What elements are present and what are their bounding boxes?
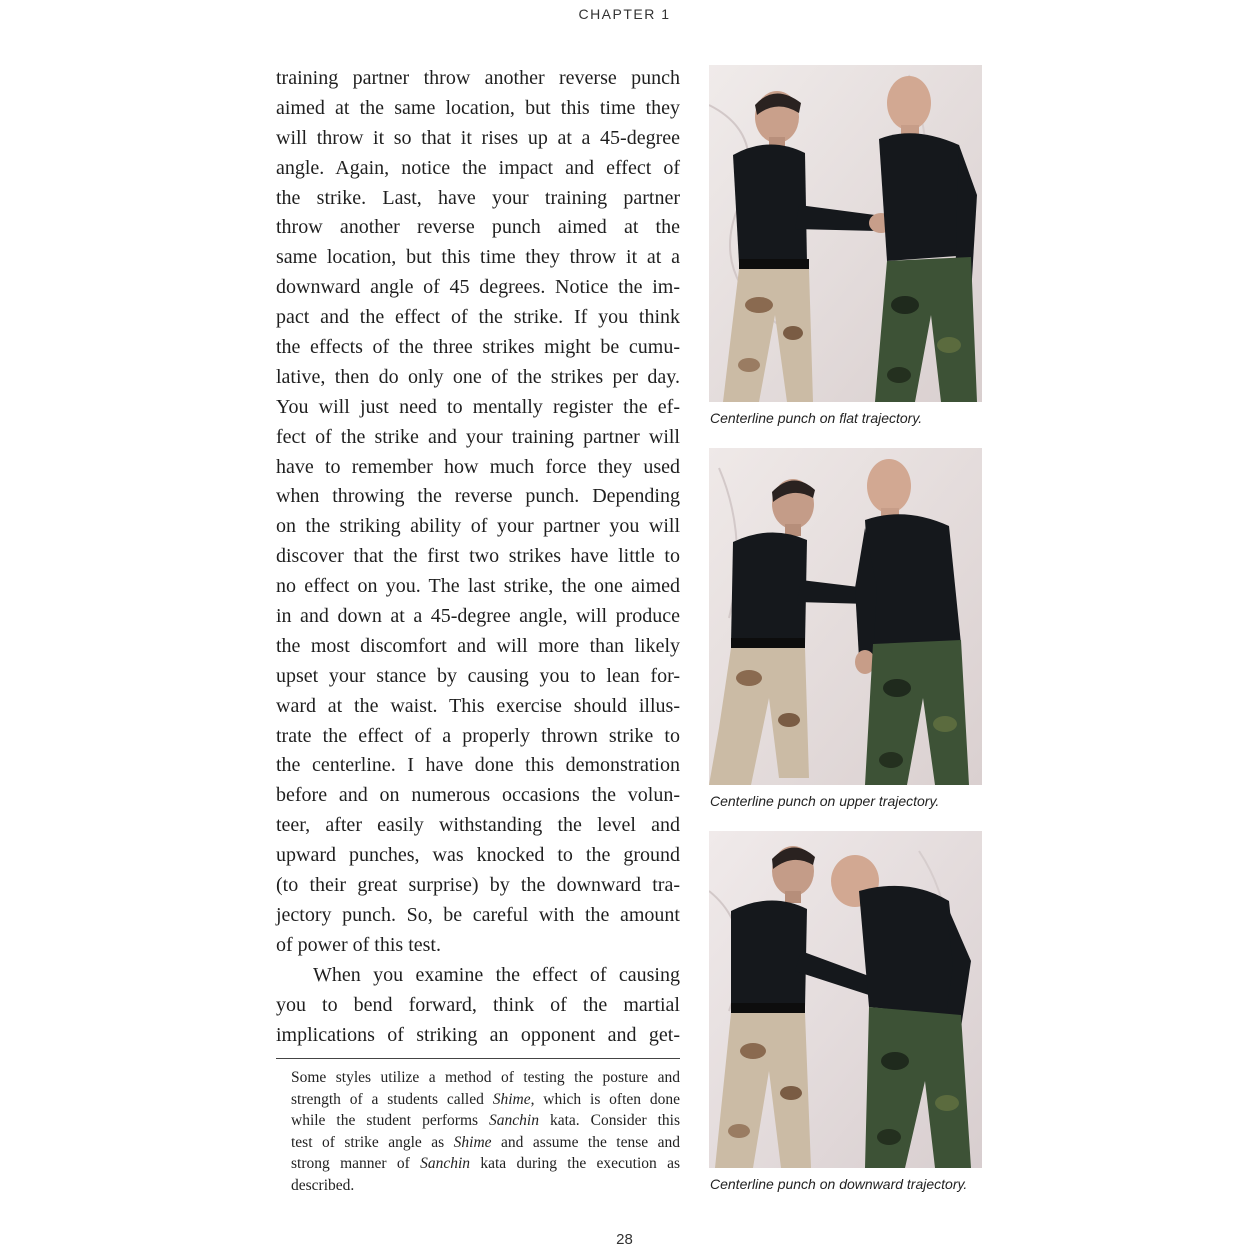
body-line: same location, but this time they throw it at a [276, 246, 680, 269]
body-line: when throwing the reverse punch. Depending [276, 485, 680, 508]
body-line: lative, then do only one of the strikes per day. [276, 365, 680, 388]
body-line: no effect on you. The last strike, the one aimed [276, 575, 680, 598]
photo-flat-trajectory [709, 65, 982, 402]
body-line: the centerline. I have done this demonstration [276, 754, 680, 777]
body-line: upward punches, was knocked to the ground [276, 844, 680, 867]
body-line: downward angle of 45 degrees. Notice the im- [276, 276, 680, 299]
body-line: trate the effect of a properly thrown strike to [276, 724, 680, 747]
body-line: pact and the effect of the strike. If you think [276, 306, 680, 329]
footnote-line: test of strike angle as Shime and assume the tense and [291, 1133, 680, 1151]
page-number: 28 [616, 1231, 633, 1248]
body-line: implications of striking an opponent and get- [276, 1023, 680, 1046]
body-line: You will just need to mentally register the ef- [276, 395, 680, 418]
body-line: discover that the first two strikes have little to [276, 545, 680, 568]
photo-downward-trajectory [709, 831, 982, 1168]
running-head: CHAPTER 1 [578, 6, 671, 22]
body-line: before and on numerous occasions the volun- [276, 784, 680, 807]
body-line: When you examine the effect of causing [313, 963, 680, 986]
body-line: have to remember how much force they used [276, 455, 680, 478]
body-text [276, 64, 680, 1050]
photo-upper-trajectory [709, 448, 982, 785]
body-line: you to bend forward, think of the martial [276, 993, 680, 1016]
figure-caption: Centerline punch on upper trajectory. [710, 793, 940, 809]
body-line: fect of the strike and your training partner will [276, 425, 680, 448]
body-line: the strike. Last, have your training partner [276, 186, 680, 209]
body-line: teer, after easily withstanding the level and [276, 814, 680, 837]
body-line: of power of this test. [276, 933, 441, 956]
figure-caption: Centerline punch on downward trajectory. [710, 1176, 968, 1192]
body-line: aimed at the same location, but this time they [276, 96, 680, 119]
body-line: the effects of the three strikes might be cumu- [276, 336, 680, 359]
footnote-line: Some styles utilize a method of testing the posture and [291, 1069, 680, 1086]
body-line: the most discomfort and will more than likely [276, 634, 680, 657]
footnote-line: described. [291, 1176, 355, 1194]
body-line: throw another reverse punch aimed at the [276, 216, 680, 239]
body-line: in and down at a 45-degree angle, will produce [276, 605, 680, 628]
body-line: (to their great surprise) by the downward tra- [276, 874, 680, 897]
body-line: ward at the waist. This exercise should illus- [276, 694, 680, 717]
body-line: angle. Again, notice the impact and effect of [276, 156, 680, 179]
footnote-line: while the student performs Sanchin kata. Consider this [291, 1112, 680, 1129]
body-line: jectory punch. So, be careful with the amount [276, 903, 680, 926]
footnote-line: strength of a students called Shime, which is often done [291, 1090, 680, 1108]
footnote [291, 1067, 680, 1196]
footnote-rule [276, 1058, 680, 1059]
figure-caption: Centerline punch on flat trajectory. [710, 410, 923, 426]
body-line: training partner throw another reverse punch [276, 67, 680, 89]
body-line: upset your stance by causing you to lean for- [276, 664, 680, 687]
footnote-line: strong manner of Sanchin kata during the execution as [291, 1155, 680, 1172]
body-line: will throw it so that it rises up at a 45-degree [276, 126, 680, 149]
body-line: on the striking ability of your partner you will [276, 515, 680, 538]
